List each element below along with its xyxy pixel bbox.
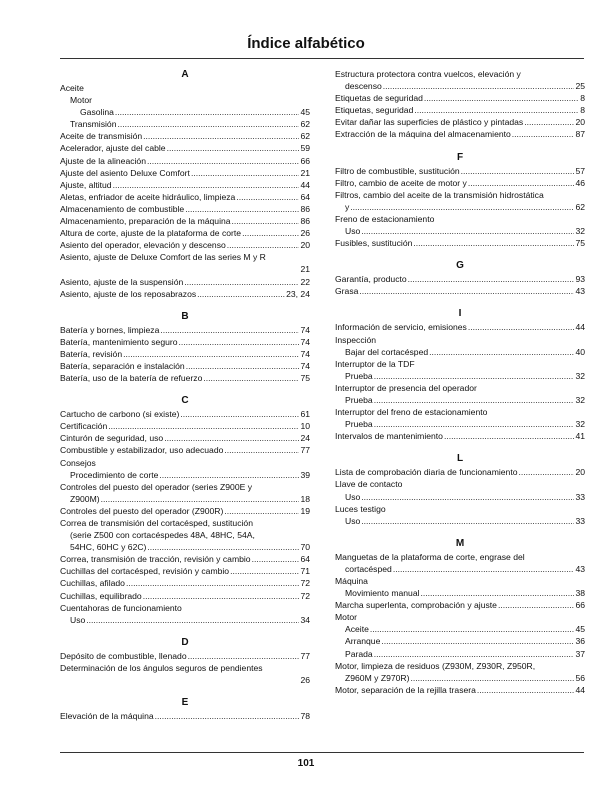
index-page-ref: 26 xyxy=(300,675,310,686)
index-entry: Llave de contacto xyxy=(335,479,403,490)
index-entry: Batería y bornes, limpieza . . . 74 xyxy=(60,324,310,336)
page-number: 101 xyxy=(297,758,315,769)
index-entry: Batería, revisión . . . 74 xyxy=(60,348,310,360)
index-entry: Máquina xyxy=(335,576,368,586)
index-entry: Asiento, ajuste de la suspensión . . . 22 xyxy=(60,276,310,288)
bottom-rule xyxy=(60,752,584,753)
index-entry: y . . . 62 xyxy=(335,201,585,213)
index-entry: Marcha superlenta, comprobación y ajuste . . . 66 xyxy=(335,599,585,611)
index-entry: Controles del puesto del operador (series Z900E y xyxy=(60,481,253,492)
section-letter-l: L xyxy=(456,453,464,465)
index-entry: Uso . . . 33 xyxy=(335,515,585,527)
section-letter-m: M xyxy=(455,537,465,549)
index-entry: Uso . . . 33 xyxy=(335,491,585,503)
index-entry: Filtro, cambio de aceite de motor y . . . 46 xyxy=(335,177,585,189)
index-entry: Motor xyxy=(70,95,92,106)
index-entry: Etiquetas, seguridad . . . 8 xyxy=(335,104,585,116)
index-entry: Z900M) . . . 18 xyxy=(60,493,310,505)
index-entry: (serie Z500 con cortacéspedes 48A, 48HC, 54A, xyxy=(70,530,255,541)
section-letter-i: I xyxy=(458,308,462,320)
index-entry: Etiquetas de seguridad . . . 8 xyxy=(335,92,585,104)
index-entry: Aletas, enfriador de aceite hidráulico, limpieza . . . 64 xyxy=(60,191,310,203)
index-entry: Certificación . . . 10 xyxy=(60,420,310,432)
index-entry: Cartucho de carbono (si existe) . . . 61 xyxy=(60,408,310,420)
index-entry: Prueba . . . 32 xyxy=(335,418,585,430)
page-title: Índice alfabético xyxy=(247,35,365,52)
index-entry: Cuentahoras de funcionamiento xyxy=(60,602,182,613)
index-entry: Lista de comprobación diaria de funcionamiento . . . 20 xyxy=(335,466,585,478)
index-entry: Cuchillas, equilibrado . . . 72 xyxy=(60,590,310,602)
index-entry: Luces testigo xyxy=(335,503,386,514)
section-letter-e: E xyxy=(181,697,189,709)
index-entry: Freno de estacionamiento xyxy=(335,213,435,224)
top-rule xyxy=(60,58,584,59)
index-entry: Interruptor de la TDF xyxy=(335,358,415,369)
index-entry: Fusibles, sustitución . . . 75 xyxy=(335,237,585,249)
index-entry: Extracción de la máquina del almacenamiento . . . 87 xyxy=(335,128,585,140)
index-entry: Altura de corte, ajuste de la plataforma de corte . . . 26 xyxy=(60,227,310,239)
index-entry: Consejos xyxy=(60,457,96,468)
index-page-ref: 21 xyxy=(300,264,310,275)
index-entry: Controles del puesto del operador (Z900R) . . . 19 xyxy=(60,505,310,517)
index-entry: Prueba . . . 32 xyxy=(335,370,585,382)
index-entry: Garantía, producto . . . 93 xyxy=(335,273,585,285)
index-entry: cortacésped . . . 43 xyxy=(335,563,585,575)
index-entry: Aceite xyxy=(60,83,84,93)
index-entry: Asiento del operador, elevación y descenso . . . 20 xyxy=(60,239,310,251)
index-entry: Asiento, ajuste de los reposabrazos . . . 23, 24 xyxy=(60,288,310,300)
index-entry: Filtro de combustible, sustitución . . . 57 xyxy=(335,165,585,177)
index-entry: Filtros, cambio del aceite de la transmisión hidrostática xyxy=(335,189,544,200)
index-entry: Ajuste del asiento Deluxe Comfort . . . 21 xyxy=(60,167,310,179)
index-entry: Motor, separación de la rejilla trasera . . . 44 xyxy=(335,684,585,696)
section-letter-f: F xyxy=(456,151,464,163)
index-entry: Cuchillas del cortacésped, revisión y cambio . . . 71 xyxy=(60,565,310,577)
index-entry: Información de servicio, emisiones . . . 44 xyxy=(335,321,585,333)
index-entry: Manguetas de la plataforma de corte, engrase del xyxy=(335,551,525,562)
index-entry: 54HC, 60HC y 62C) . . . 70 xyxy=(60,541,310,553)
index-entry: Motor, limpieza de residuos (Z930M, Z930R, Z950R, xyxy=(335,660,536,671)
index-entry: Asiento, ajuste de Deluxe Comfort de las series M y R xyxy=(60,252,266,263)
index-entry: Cuchillas, afilado . . . 72 xyxy=(60,577,310,589)
index-entry: Grasa . . . 43 xyxy=(335,285,585,297)
index-entry: Uso . . . 34 xyxy=(60,614,310,626)
index-column-left xyxy=(60,68,310,722)
index-entry: Intervalos de mantenimiento . . . 41 xyxy=(335,430,585,442)
index-entry: Aceite de transmisión . . . 62 xyxy=(60,130,310,142)
index-entry: Almacenamiento, preparación de la máquina . . . 86 xyxy=(60,215,310,227)
index-entry: Parada . . . 37 xyxy=(335,648,585,660)
index-entry: Inspección xyxy=(335,334,377,345)
index-entry: Procedimiento de corte . . . 39 xyxy=(60,469,310,481)
index-entry: Correa, transmisión de tracción, revisión y cambio . . . 64 xyxy=(60,553,310,565)
index-entry: Cinturón de seguridad, uso . . . 24 xyxy=(60,432,310,444)
index-entry: Determinación de los ángulos seguros de pendientes xyxy=(60,662,263,673)
index-entry: Batería, mantenimiento seguro . . . 74 xyxy=(60,336,310,348)
index-entry: Correa de transmisión del cortacésped, sustitución xyxy=(60,518,253,528)
index-entry: Ajuste, altitud . . . 44 xyxy=(60,179,310,191)
index-entry: Acelerador, ajuste del cable . . . 59 xyxy=(60,142,310,154)
index-entry: Combustible y estabilizador, uso adecuado . . . 77 xyxy=(60,444,310,456)
index-entry: Z960M y Z970R) . . . 56 xyxy=(335,672,585,684)
index-entry: Prueba . . . 32 xyxy=(335,394,585,406)
index-entry: Motor xyxy=(335,612,357,623)
index-column-right xyxy=(335,68,585,696)
index-entry: Evitar dañar las superficies de plástico y pintadas . . . 20 xyxy=(335,116,585,128)
index-entry: Aceite . . . 45 xyxy=(335,623,585,635)
index-entry: Depósito de combustible, llenado . . . 77 xyxy=(60,650,310,662)
index-entry: Uso . . . 32 xyxy=(335,225,585,237)
index-entry: Bajar del cortacésped . . . 40 xyxy=(335,346,585,358)
section-letter-d: D xyxy=(181,636,189,648)
index-entry: Arranque . . . 36 xyxy=(335,635,585,647)
index-entry: Ajuste de la alineación . . . 66 xyxy=(60,155,310,167)
section-letter-b: B xyxy=(181,310,189,322)
index-entry: Interruptor del freno de estacionamiento xyxy=(335,407,488,418)
section-letter-g: G xyxy=(456,260,464,272)
section-letter-c: C xyxy=(181,395,189,407)
index-entry: Batería, separación e instalación . . . 74 xyxy=(60,360,310,372)
index-entry: Batería, uso de la batería de refuerzo . . . 75 xyxy=(60,372,310,384)
index-entry: Elevación de la máquina . . . 78 xyxy=(60,710,310,722)
index-entry: Estructura protectora contra vuelcos, elevación y xyxy=(335,69,521,79)
index-entry: Gasolina . . . 45 xyxy=(60,106,310,118)
section-letter-a: A xyxy=(181,69,189,80)
index-entry: Almacenamiento de combustible . . . 86 xyxy=(60,203,310,215)
index-entry: Transmisión . . . 62 xyxy=(60,118,310,130)
index-entry: descenso . . . 25 xyxy=(335,80,585,92)
index-entry: Interruptor de presencia del operador xyxy=(335,382,477,393)
index-entry: Movimiento manual . . . 38 xyxy=(335,587,585,599)
